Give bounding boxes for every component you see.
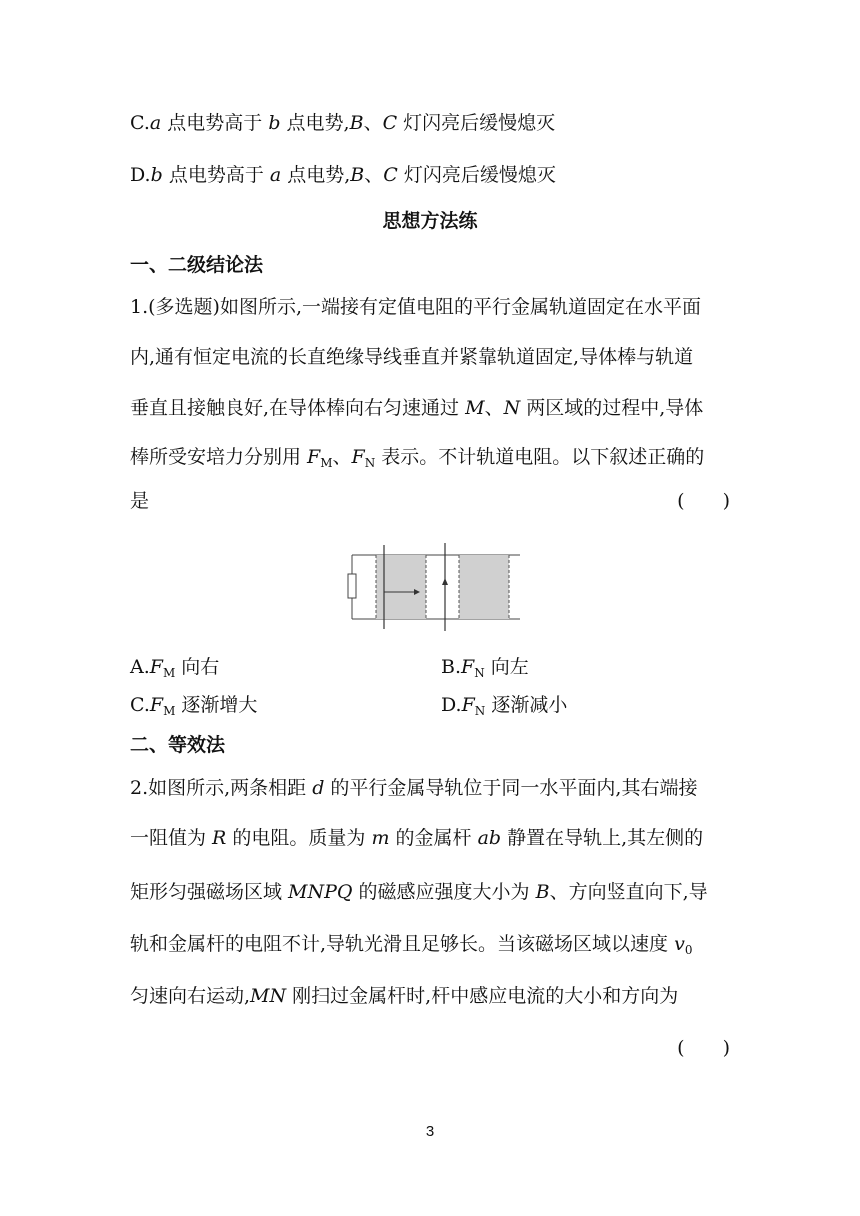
q1-line2: 内,通有恒定电流的长直绝缘导线垂直并紧靠轨道固定,导体棒与轨道 <box>130 346 694 368</box>
part1-heading: 一、二级结论法 <box>130 254 264 276</box>
q1-line5: 是 <box>130 490 150 512</box>
circuit-figure <box>334 529 524 637</box>
region-n <box>459 555 509 619</box>
part2-heading: 二、等效法 <box>130 734 226 756</box>
q2-line5: 匀速向右运动,MN 刚扫过金属杆时,杆中感应电流的大小和方向为 <box>130 985 679 1007</box>
q1-option-a: $A.F_M$ 向右 <box>130 656 220 680</box>
q2-answer-paren: ( ) <box>677 1037 730 1059</box>
q1-answer-paren: ( ) <box>677 490 730 512</box>
q2-line3: 矩形匀强磁场区域 MNPQ 的磁感应强度大小为 B、方向竖直向下,导 <box>130 881 708 903</box>
q2-line4: 轨和金属杆的电阻不计,导轨光滑且足够长。当该磁场区域以速度 $v_0$ <box>130 933 693 957</box>
current-arrow <box>442 578 448 585</box>
q1-option-c: $C.F_M$ 逐渐增大 <box>130 694 258 718</box>
resistor <box>348 574 356 598</box>
option-d-prev: D.b 点电势高于 a 点电势,B、C 灯闪亮后缓慢熄灭 <box>130 164 556 186</box>
q1-line3: 垂直且接触良好,在导体棒向右匀速通过 M、N 两区域的过程中,导体 <box>130 397 704 419</box>
page-number: 3 <box>425 1123 435 1140</box>
section-title: 思想方法练 <box>382 210 478 232</box>
option-c-prev: C.a 点电势高于 b 点电势,B、C 灯闪亮后缓慢熄灭 <box>130 112 556 134</box>
q2-line2: 一阻值为 R 的电阻。质量为 m 的金属杆 ab 静置在导轨上,其左侧的 <box>130 827 704 849</box>
q1-line4: 棒所受安培力分别用 $F_M$、$F_N$ 表示。不计轨道电阻。以下叙述正确的 <box>130 446 705 470</box>
q2-line1: 2.如图所示,两条相距 d 的平行金属导轨位于同一水平面内,其右端接 <box>130 777 698 799</box>
q1-line1: 1.(多选题)如图所示,一端接有定值电阻的平行金属轨道固定在水平面 <box>130 296 701 318</box>
q1-option-d: $D.F_N$ 逐渐减小 <box>441 694 568 718</box>
q1-option-b: $B.F_N$ 向左 <box>441 656 529 680</box>
